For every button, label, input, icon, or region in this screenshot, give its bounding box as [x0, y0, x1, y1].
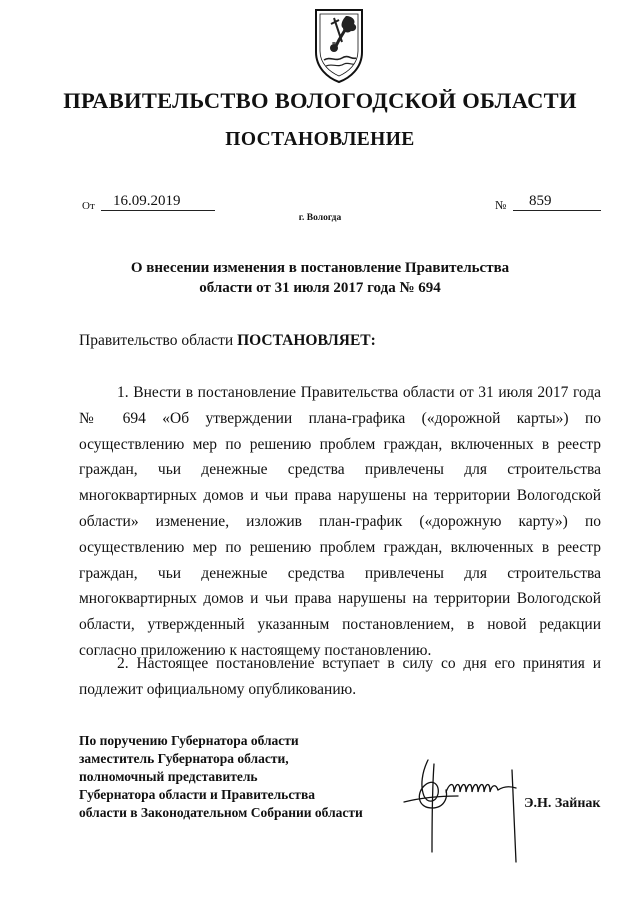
signature-line-3: полномочный представитель	[79, 769, 258, 784]
government-title: ПРАВИТЕЛЬСТВО ВОЛОГОДСКОЙ ОБЛАСТИ	[63, 88, 577, 113]
document-subject	[0, 258, 640, 298]
signature-line-2: заместитель Губернатора области,	[79, 751, 289, 766]
signer-name: Э.Н. Зайнак	[524, 796, 601, 811]
signature-block	[79, 732, 363, 822]
date-prefix: От	[82, 200, 95, 212]
handwritten-signature-icon	[398, 752, 530, 864]
document-number: 859	[513, 192, 601, 211]
paragraph-2: 2. Настоящее постановление вступает в силу со дня его принятия и подлежит официальному опубликованию.	[79, 655, 601, 698]
city: г. Вологда	[298, 213, 342, 223]
document-type: ПОСТАНОВЛЕНИЕ	[225, 129, 415, 150]
signature-line-5: области в Законодательном Собрании области	[79, 805, 363, 820]
subject-line-2: области от 31 июля 2017 года № 694	[199, 280, 441, 296]
preamble-prefix: Правительство области	[79, 332, 234, 349]
preamble	[79, 332, 376, 350]
subject-line-1: О внесении изменения в постановление Правительства	[130, 260, 510, 276]
coat-of-arms-icon	[312, 6, 366, 84]
document-date: 16.09.2019	[101, 192, 215, 211]
signature-line-1: По поручению Губернатора области	[79, 733, 299, 748]
number-prefix: №	[495, 198, 507, 212]
paragraph-1: 1. Внести в постановление Правительства области от 31 июля 2017 года № 694 «Об утверждении плана-графика («дорожной карты») по осуществлению мер по решению проблем граждан, включенных в реестр граждан, чьи денежные средства привлечены для строительства многоквартирных домов и чьи права нарушены на территории Вологодской области» изменение, изложив план-график («дорожную карту») по осуществлению мер по решению проблем граждан, включенных в реестр граждан, чьи денежные средства привлечены для строительства многоквартирных домов и чьи права нарушены на территории Вологодской области, утвержденный указанным постановлением, в новой редакции согласно приложению к настоящему постановлению.	[79, 384, 601, 659]
preamble-verb: ПОСТАНОВЛЯЕТ:	[237, 332, 376, 349]
signature-line-4: Губернатора области и Правительства	[79, 787, 315, 802]
